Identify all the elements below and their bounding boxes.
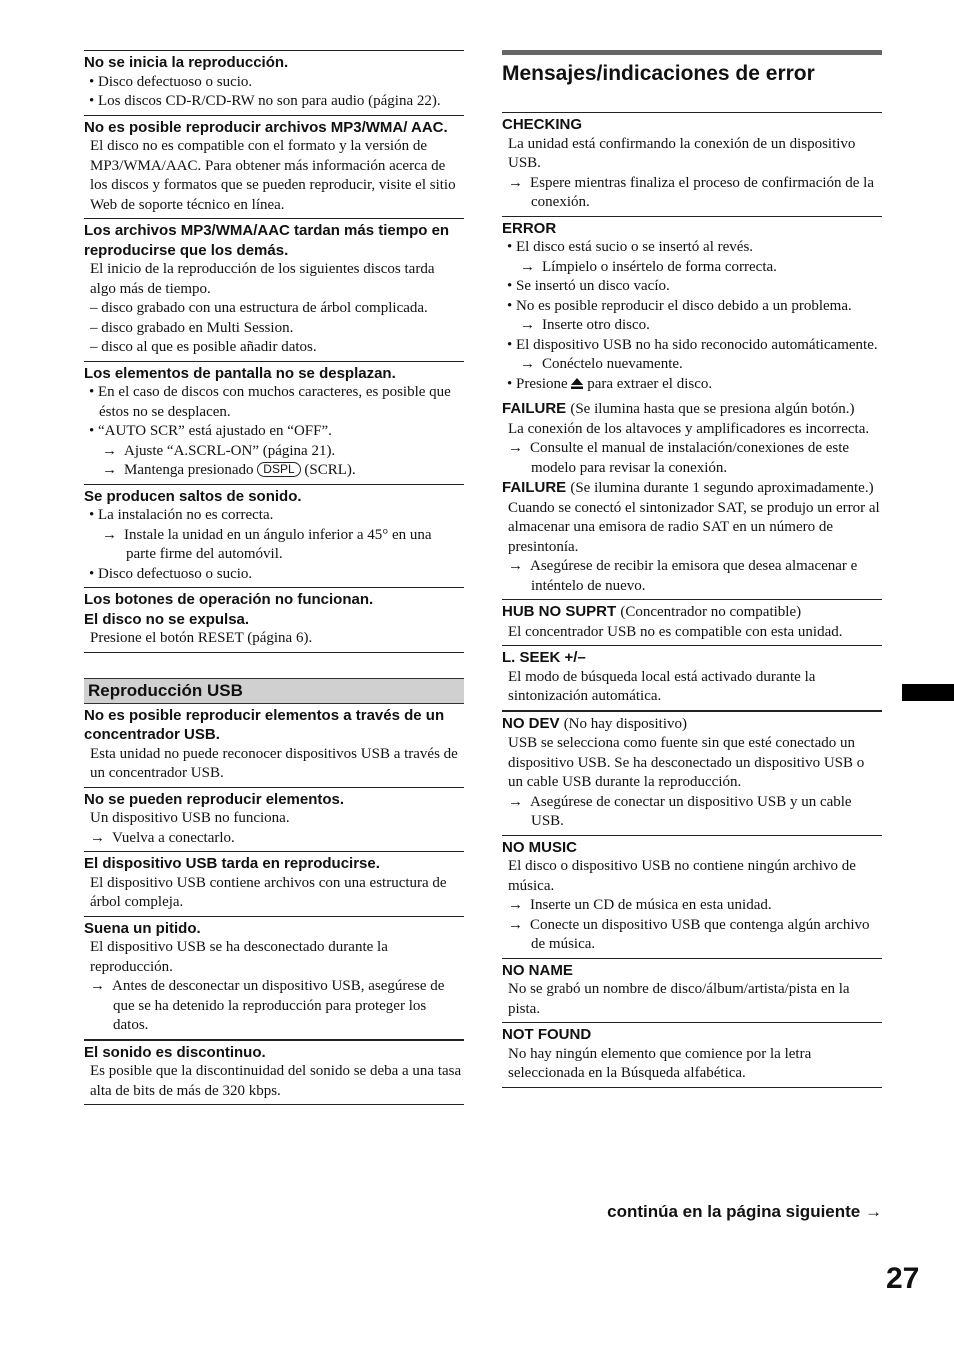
bullet-item: • Presione para extraer el disco. — [507, 375, 713, 392]
action-item: → Conéctelo nuevamente. — [502, 355, 882, 375]
section-tab-marker — [902, 684, 954, 701]
arrow-icon: → — [508, 440, 523, 456]
description: USB se selecciona como fuente sin que esté conectado un dispositivo USB. Se ha desconectado un dispositivo USB o un cable USB durante la reproducción. — [508, 735, 865, 790]
description: Es posible que la discontinuidad del sonido se deba a una tasa alta de bits de más de 320 kbps. — [90, 1063, 462, 1099]
description: No hay ningún elemento que comience por la letra seleccionada en la Búsqueda alfabética. — [508, 1045, 812, 1081]
action-item: → Límpielo o insértelo de forma correcta. — [502, 258, 882, 278]
message-entry — [502, 112, 882, 216]
dash-item: – disco grabado con una estructura de árbol complicada. — [90, 300, 428, 316]
problem-heading: Se producen saltos de sonido. — [84, 487, 302, 505]
arrow-icon: → — [508, 897, 523, 913]
arrow-icon: → — [520, 317, 535, 333]
arrow-icon: → — [102, 442, 117, 459]
description: El dispositivo USB contiene archivos con una estructura de árbol compleja. — [90, 874, 447, 910]
arrow-icon: → — [508, 558, 523, 574]
bullet-item: • En el caso de discos con muchos caracteres, es posible que éstos no se desplacen. — [89, 384, 451, 420]
trouble-entry — [84, 1039, 464, 1106]
message-heading: NOT FOUND — [502, 1026, 592, 1043]
message-entry — [502, 835, 882, 958]
description: Un dispositivo USB no funciona. — [90, 810, 290, 826]
arrow-icon: → — [90, 829, 105, 846]
action-item: → Inserte un CD de música en esta unidad. — [502, 896, 882, 916]
arrow-icon: → — [508, 793, 523, 810]
action-item: → Antes de desconectar un dispositivo USB, asegúrese de que se ha detenido la reproducción para proteger los datos. — [90, 978, 445, 1033]
problem-heading: Suena un pitido. — [84, 919, 201, 937]
problem-heading: El dispositivo USB tarda en reproducirse. — [84, 855, 380, 872]
description: Presione el botón RESET (página 6). — [90, 630, 313, 646]
description: El inicio de la reproducción de los siguientes discos tarda algo más de tiempo. — [90, 261, 435, 297]
problem-heading: Los botones de operación no funcionan. — [84, 591, 374, 608]
problem-heading: Los elementos de pantalla no se desplazan. — [84, 364, 396, 382]
arrow-icon: → — [520, 258, 535, 275]
problem-heading: El sonido es discontinuo. — [84, 1043, 266, 1061]
message-entry — [502, 958, 882, 1023]
description: El disco o dispositivo USB no contiene ningún archivo de música. — [508, 858, 856, 894]
message-entry — [502, 1022, 882, 1088]
message-heading: L. SEEK +/– — [502, 649, 586, 666]
message-heading: HUB NO SUPRT (Concentrador no compatible) — [502, 603, 802, 620]
description: El disco no es compatible con el formato y la versión de MP3/WMA/AAC. Para obtener más información acerca de los discos y formatos que se pueden reproducir, visite el sitio Web de soporte técnico en línea. — [90, 138, 456, 213]
arrow-icon: → — [102, 462, 117, 478]
description: El concentrador USB no es compatible con esta unidad. — [508, 623, 843, 640]
page-title: Mensajes/indicaciones de error — [502, 50, 882, 104]
arrow-icon: → — [90, 978, 105, 994]
message-heading: NO NAME — [502, 961, 573, 979]
trouble-entry — [84, 587, 464, 653]
trouble-entry — [84, 916, 464, 1039]
problem-heading: No es posible reproducir elementos a través de un concentrador USB. — [84, 706, 445, 743]
trouble-entry — [84, 851, 464, 916]
trouble-entry — [84, 787, 464, 852]
action-item: → Espere mientras finaliza el proceso de confirmación de la conexión. — [508, 174, 875, 210]
page-number: 27 — [886, 1262, 920, 1295]
action-item: → Consulte el manual de instalación/conexiones de este modelo para revisar la conexión. — [508, 440, 850, 476]
action-item: → Inserte otro disco. — [502, 316, 882, 336]
description: No se grabó un nombre de disco/álbum/artista/pista en la pista. — [508, 981, 850, 1017]
trouble-entry — [84, 50, 464, 115]
description: El modo de búsqueda local está activado durante la sintonización automática. — [508, 668, 816, 704]
dspl-button-icon: DSPL — [257, 462, 300, 477]
message-heading: ERROR — [502, 219, 557, 237]
description: La unidad está confirmando la conexión de un dispositivo USB. — [508, 135, 856, 171]
problem-heading: No se inicia la reproducción. — [84, 54, 289, 71]
problem-heading: No se pueden reproducir elementos. — [84, 790, 345, 808]
eject-icon — [571, 378, 583, 389]
arrow-icon: → — [508, 174, 523, 191]
bullet-item: • Se insertó un disco vacío. — [507, 278, 670, 294]
message-entry — [502, 599, 882, 645]
action-item: → Conecte un dispositivo USB que contenga algún archivo de música. — [508, 916, 870, 952]
message-entry — [502, 710, 882, 835]
problem-heading: Los archivos MP3/WMA/AAC tardan más tiempo en reproducirse que los demás. — [84, 222, 450, 259]
right-column — [502, 50, 882, 1088]
bullet-item: • La instalación no es correcta. — [89, 507, 274, 523]
bullet-item: • “AUTO SCR” está ajustado en “OFF”. — [89, 423, 332, 439]
section-heading-usb: Reproducción USB — [84, 678, 464, 704]
continue-notice: continúa en la página siguiente → — [607, 1202, 882, 1221]
bullet-item: • No es posible reproducir el disco debido a un problema. — [507, 297, 852, 314]
bullet-item: • El dispositivo USB no ha sido reconocido automáticamente. — [507, 336, 878, 353]
trouble-entry — [84, 361, 464, 484]
description: La conexión de los altavoces y amplificadores es incorrecta. — [508, 420, 870, 437]
arrow-icon: → — [508, 916, 523, 933]
trouble-entry — [84, 115, 464, 219]
left-column — [84, 50, 464, 1105]
action-item: → Asegúrese de conectar un dispositivo USB y un cable USB. — [508, 793, 852, 829]
action-item: → Instale la unidad en un ángulo inferior a 45° en una parte firme del automóvil. — [102, 526, 432, 562]
description: Cuando se conectó el sintonizador SAT, se produjo un error al almacenar una emisora de radio SAT en un número de presintonía. — [508, 499, 880, 555]
action-item: → Ajuste “A.SCRL-ON” (página 21). — [84, 442, 464, 462]
message-entry — [502, 397, 882, 599]
action-item: → Vuelva a conectarlo. — [84, 829, 464, 849]
trouble-entry — [84, 218, 464, 361]
message-heading: CHECKING — [502, 116, 583, 133]
action-item: → Asegúrese de recibir la emisora que desea almacenar e inténtelo de nuevo. — [508, 558, 858, 594]
bullet-item: • El disco está sucio o se insertó al revés. — [507, 239, 754, 255]
message-entry — [502, 645, 882, 710]
problem-heading: El disco no se expulsa. — [84, 610, 250, 628]
arrow-icon: → — [865, 1202, 882, 1221]
problem-heading: No es posible reproducir archivos MP3/WMA/ AAC. — [84, 118, 448, 136]
message-heading: FAILURE (Se ilumina durante 1 segundo aproximadamente.) — [502, 479, 874, 496]
description: El dispositivo USB se ha desconectado durante la reproducción. — [90, 939, 388, 975]
description: Esta unidad no puede reconocer dispositivos USB a través de un concentrador USB. — [90, 745, 458, 781]
action-item: → Mantenga presionado DSPL (SCRL). — [84, 461, 464, 481]
message-entry — [502, 216, 882, 398]
arrow-icon: → — [520, 356, 535, 372]
bullet-item: • Los discos CD-R/CD-RW no son para audio (página 22). — [89, 93, 441, 109]
dash-item: – disco grabado en Multi Session. — [90, 319, 294, 336]
bullet-item: • Disco defectuoso o sucio. — [89, 565, 253, 582]
message-heading: NO DEV (No hay dispositivo) — [502, 714, 688, 732]
bullet-item: • Disco defectuoso o sucio. — [89, 73, 253, 90]
dash-item: – disco al que es posible añadir datos. — [90, 339, 317, 355]
message-heading: FAILURE (Se ilumina hasta que se presiona algún botón.) — [502, 400, 855, 417]
trouble-entry — [84, 484, 464, 588]
arrow-icon: → — [102, 526, 117, 543]
trouble-entry — [84, 704, 464, 787]
message-heading: NO MUSIC — [502, 838, 577, 856]
